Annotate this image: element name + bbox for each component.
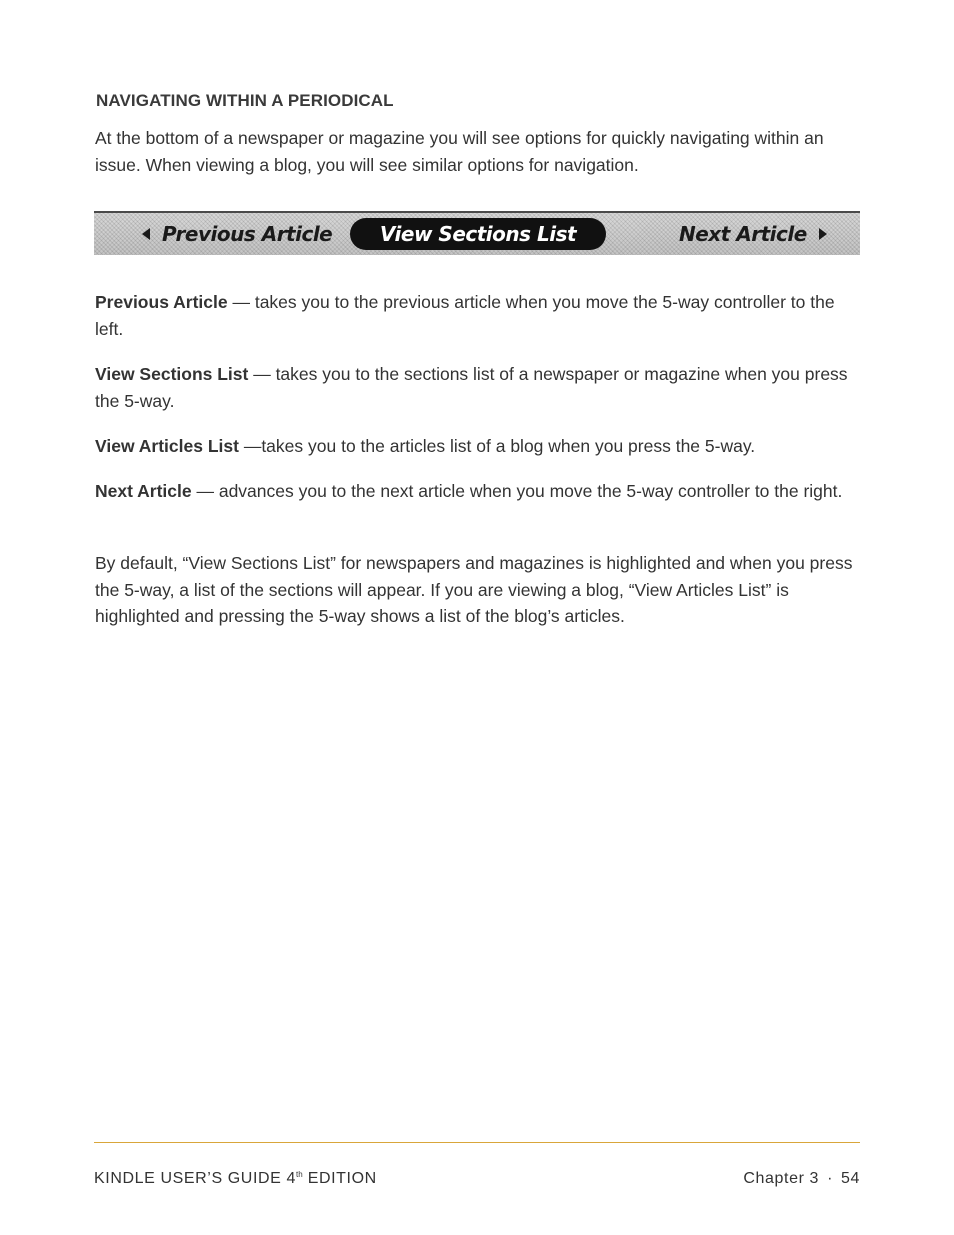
definition-view-articles-list bbox=[95, 433, 865, 460]
guide-title-superscript: th bbox=[295, 1170, 303, 1179]
definition-text: — takes you to the previous article when you move the 5-way controller to the left. bbox=[95, 292, 835, 339]
definition-view-sections-list bbox=[95, 361, 865, 415]
page-number: 54 bbox=[841, 1170, 860, 1187]
next-article-label: Next Article bbox=[679, 222, 807, 246]
definition-term: View Articles List bbox=[95, 436, 239, 456]
closing-paragraph: By default, “View Sections List” for newspapers and magazines is highlighted and when you press the 5-way, a list of the sections will appear. If you are viewing a blog, “View Articles List” is highlighted and pressing the 5-way shows a list of the blog’s articles. bbox=[95, 553, 853, 626]
definition-previous-article bbox=[95, 289, 865, 343]
previous-article-label: Previous Article bbox=[162, 222, 333, 246]
footer-page-info bbox=[743, 1170, 860, 1188]
definition-text: — advances you to the next article when you move the 5-way controller to the right. bbox=[191, 481, 843, 501]
view-sections-list-label: View Sections List bbox=[379, 222, 577, 246]
view-sections-list-button[interactable] bbox=[350, 218, 606, 250]
intro-paragraph: At the bottom of a newspaper or magazine you will see options for quickly navigating within an issue. When viewing a blog, you will see similar options for navigation. bbox=[95, 128, 824, 175]
chapter-label: Chapter 3 bbox=[743, 1170, 820, 1187]
guide-title-prefix: KINDLE USER’S GUIDE 4 bbox=[94, 1170, 296, 1187]
footer-guide-title bbox=[94, 1170, 377, 1188]
periodical-navigation-bar bbox=[94, 211, 860, 255]
definition-term: View Sections List bbox=[95, 364, 249, 384]
footer-separator: · bbox=[827, 1170, 833, 1187]
footer-divider bbox=[94, 1142, 860, 1143]
arrow-left-icon bbox=[142, 228, 150, 240]
previous-article-button[interactable] bbox=[142, 219, 332, 249]
definition-next-article bbox=[95, 478, 865, 505]
arrow-right-icon bbox=[819, 228, 827, 240]
definition-text: —takes you to the articles list of a blog when you press the 5-way. bbox=[238, 436, 756, 456]
next-article-button[interactable] bbox=[679, 219, 827, 249]
section-heading: NAVIGATING WITHIN A PERIODICAL bbox=[96, 91, 394, 110]
definition-text: — takes you to the sections list of a newspaper or magazine when you press the 5-way. bbox=[95, 364, 848, 411]
definition-term: Previous Article bbox=[95, 292, 228, 312]
guide-title-suffix: EDITION bbox=[302, 1170, 377, 1187]
definition-term: Next Article bbox=[95, 481, 192, 501]
